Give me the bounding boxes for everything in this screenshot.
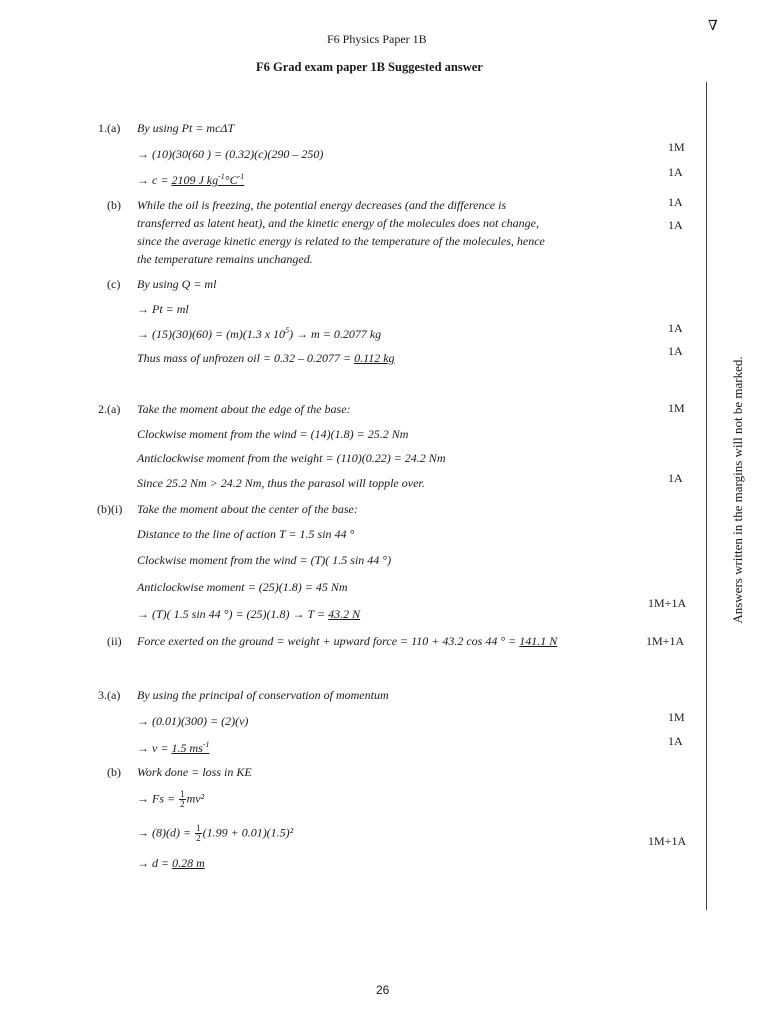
mark-q3a-1: 1M bbox=[668, 710, 685, 724]
margin-line bbox=[706, 82, 707, 910]
page-number: 26 bbox=[376, 983, 390, 997]
q3a-label: 3.(a) bbox=[98, 688, 121, 702]
q2a-label: 2.(a) bbox=[98, 402, 121, 416]
q3b-line-2: → Fs = $\frac{1}{2}$ mv² bbox=[137, 789, 205, 809]
q1a-line-2: → (10)(30(60 ) = (0.32)(c)(290 – 250) bbox=[137, 147, 324, 161]
q3a-line-1: By using the principal of conservation of momentum bbox=[137, 688, 389, 702]
fraction-half: $\frac{1}{2}$ bbox=[196, 823, 201, 843]
mark-q1c-1: 1A bbox=[668, 321, 683, 335]
q1c-label: (c) bbox=[107, 277, 121, 291]
q3b-line-4: → d = 0.28 m bbox=[137, 856, 205, 870]
fraction-half: $\frac{1}{2}$ bbox=[180, 789, 185, 809]
q1b-label: (b) bbox=[107, 198, 121, 212]
q3a-line-3: → v = 1.5 $ms^{-1}$ bbox=[137, 740, 210, 755]
margin-note: Answers written in the margins will not be marked. bbox=[730, 356, 745, 624]
mark-q3b: 1M+1A bbox=[648, 834, 687, 848]
q2a-line-3: Anticlockwise moment from the weight = (110)(0.22) = 24.2 Nm bbox=[137, 451, 446, 465]
corner-mark-icon: ∇ bbox=[708, 19, 718, 34]
mark-q2b: 1M+1A bbox=[648, 596, 687, 610]
mark-q3a-2: 1A bbox=[668, 734, 683, 748]
q1a-label: 1.(a) bbox=[98, 121, 121, 135]
q3b-line-3: → (8)(d) = $\frac{1}{2}$ (1.99 + 0.01)(1.5)² bbox=[137, 823, 294, 843]
mark-q1a-2: 1A bbox=[668, 165, 683, 179]
mark-q1b-2: 1A bbox=[668, 218, 683, 232]
mark-q1a-1: 1M bbox=[668, 140, 685, 154]
q2ii-line: Force exerted on the ground = weight + upward force = 110 + 43.2 cos 44 ° = 141.1 N bbox=[137, 634, 558, 648]
q1a-line-3: → c = 2109 J $kg^{-1}^\circ C^{-1}$ bbox=[137, 172, 245, 187]
q2a-line-4: Since 25.2 Nm > 24.2 Nm, thus the parasol will topple over. bbox=[137, 476, 425, 490]
page-title: F6 Grad exam paper 1B Suggested answer bbox=[256, 60, 483, 74]
q2bi-label: (b)(i) bbox=[97, 502, 123, 516]
q3a-line-2: → (0.01)(300) = (2)(v) bbox=[137, 714, 249, 728]
q1c-line-3: → (15)(30)(60) = (m)(1.3 x $10^5) \to m = 0.2077$ kg bbox=[137, 326, 382, 341]
q2b-line-1: Take the moment about the center of the base: bbox=[137, 502, 358, 516]
q3b-line-1: Work done = loss in KE bbox=[137, 765, 252, 779]
q3b-label: (b) bbox=[107, 765, 121, 779]
q2ii-label: (ii) bbox=[107, 634, 122, 648]
q2a-line-1: Take the moment about the edge of the base: bbox=[137, 402, 351, 416]
q2b-line-2: Distance to the line of action T = 1.5 sin 44 ° bbox=[137, 527, 355, 541]
mark-q2ii: 1M+1A bbox=[646, 634, 685, 648]
mark-q2a-1: 1M bbox=[668, 401, 685, 415]
q2b-line-4: Anticlockwise moment = (25)(1.8) = 45 Nm bbox=[137, 580, 348, 594]
q1c-line-2: → Pt = ml bbox=[137, 302, 189, 316]
q1b-line-4: the temperature remains unchanged. bbox=[137, 252, 313, 266]
q1c-line-1: By using Q = ml bbox=[137, 277, 217, 291]
mark-q1c-2: 1A bbox=[668, 344, 683, 358]
q1b-line-3: since the average kinetic energy is related to the temperature of the molecules, hence bbox=[137, 234, 545, 248]
q2b-line-3: Clockwise moment from the wind = (T)( 1.5 sin 44 °) bbox=[137, 553, 392, 567]
q2b-line-5: → (T)( 1.5 sin 44 °) = (25)(1.8) → T = 43.2 N bbox=[137, 607, 361, 621]
q1a-line-1: By using Pt = mcΔT bbox=[137, 121, 235, 135]
q1b-line-2: transferred as latent heat), and the kinetic energy of the molecules does not change, bbox=[137, 216, 540, 230]
q1c-line-4: Thus mass of unfrozen oil = 0.32 – 0.2077 = 0.112 kg bbox=[137, 351, 395, 365]
mark-q2a-2: 1A bbox=[668, 471, 683, 485]
q1b-line-1: While the oil is freezing, the potential energy decreases (and the difference is bbox=[137, 198, 507, 212]
q2a-line-2: Clockwise moment from the wind = (14)(1.8) = 25.2 Nm bbox=[137, 427, 409, 441]
paper-name: F6 Physics Paper 1B bbox=[327, 32, 427, 46]
mark-q1b-1: 1A bbox=[668, 195, 683, 209]
